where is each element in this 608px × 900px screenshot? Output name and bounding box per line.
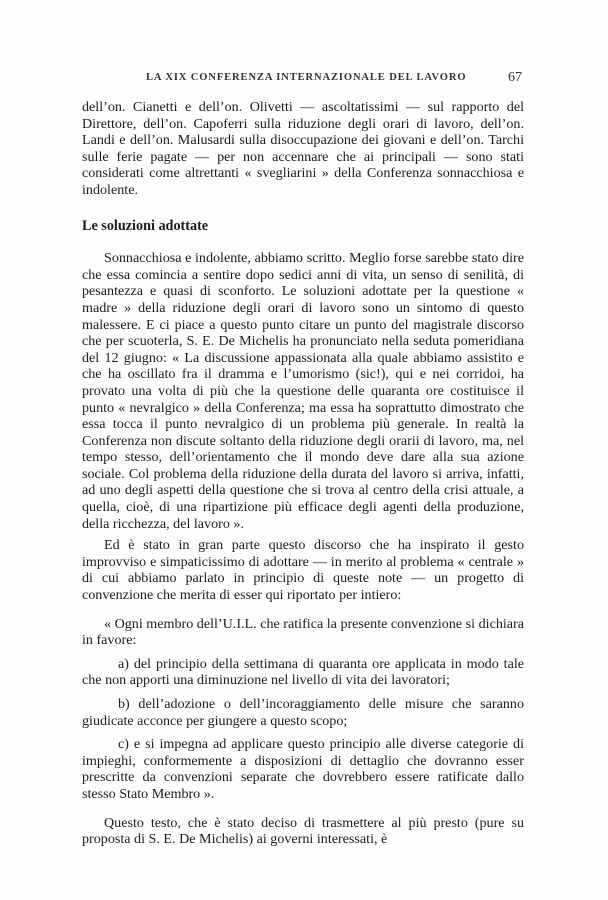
convention-item-b: b) dell’adozione o dell’incoraggiamento delle misure che saranno giudicate acconce per giungere a questo scopo;	[82, 696, 524, 729]
convention-item-a: a) del principio della settimana di quaranta ore applicata in modo tale che non apporti una diminuzione nel livello di vita dei lavoratori;	[82, 655, 524, 689]
paragraph-intro: dell’on. Cianetti e dell’on. Olivetti — ascoltatissimi — sul rapporto del Direttore, dell’on. Capoferri sulla riduzione degli orari di lavoro, dell’on. Landi e dell’on. Malusardi sulla disoccupazione dei giovani e dell’on. Tarchi sulle ferie pagate — per non accennare che ai principali — sono stati considerati come altrettanti « svegliarini » della Conferenza sonnacchiosa e indolente.	[82, 99, 524, 198]
paragraph-solutions: Sonnacchiosa e indolente, abbiamo scritto. Meglio forse sarebbe stato dire che essa comincia a sentire dopo sedici anni di vita, un senso di senilità, di pesantezza e quasi di sconforto. Le soluzioni adottate per la questione « madre » della riduzione degli orari di lavoro sono un sintomo di questo malessere. E ci piace a questo punto citare un punto del magistrale discorso che per scuoterla, S. E. De Michelis ha pronunciato nella seduta pomeridiana del 12 giugno: « La discussione appassionata alla quale abbiamo assistito e che ha oscillato fra il dramma e l’umorismo (sic!), qui e nei corridoi, ha provato una volta di più che la questione delle quaranta ore costituisce il punto « nevralgico » della Conferenza; ma essa ha soprattutto dimostrato che essa tocca il punto nevralgico di un problema più generale. In realtà la Conferenza non discute soltanto della riduzione degli orarii di lavoro, ma, nel tempo stesso, dell’orientamento che il mondo deve dare alla sua azione sociale. Col problema della riduzione della durata del lavoro si arriva, infatti, ad uno degli aspetti della questione che si trova al centro della crisi attuale, a quella, cioè, di una ripartizione più efficace degli agenti della produzione, della ricchezza, del lavoro ».	[82, 250, 524, 532]
paragraph-speech-inspiration: Ed è stato in gran parte questo discorso che ha inspirato il gesto improvviso e simpaticissimo di adottare — in merito al problema « centrale » di cui abbiamo parlato in principio di queste note — un progetto di convenzione che merita di esser qui riportato per intiero:	[82, 537, 524, 604]
page-number: 67	[508, 70, 522, 85]
running-header	[82, 70, 522, 90]
paragraph-closing: Questo testo, che è stato deciso di trasmettere al più presto (pure su proposta di S. E. De Michelis) ai governi interessati, è	[82, 814, 524, 848]
convention-item-c: c) e si impegna ad applicare questo principio alle diverse categorie di impieghi, conformemente a disposizioni di dettaglio che dovranno esser prescritte da convenzioni separate che dovrebbero essere ratificate dallo stesso Stato Membro ».	[82, 736, 524, 802]
running-title: LA XIX CONFERENZA INTERNAZIONALE DEL LAVORO	[146, 72, 467, 83]
paragraph-convention-intro: « Ogni membro dell’U.I.L. che ratifica la presente convenzione si dichiara in favore:	[82, 615, 524, 649]
section-heading: Le soluzioni adottate	[82, 217, 209, 234]
body-text	[82, 99, 524, 848]
